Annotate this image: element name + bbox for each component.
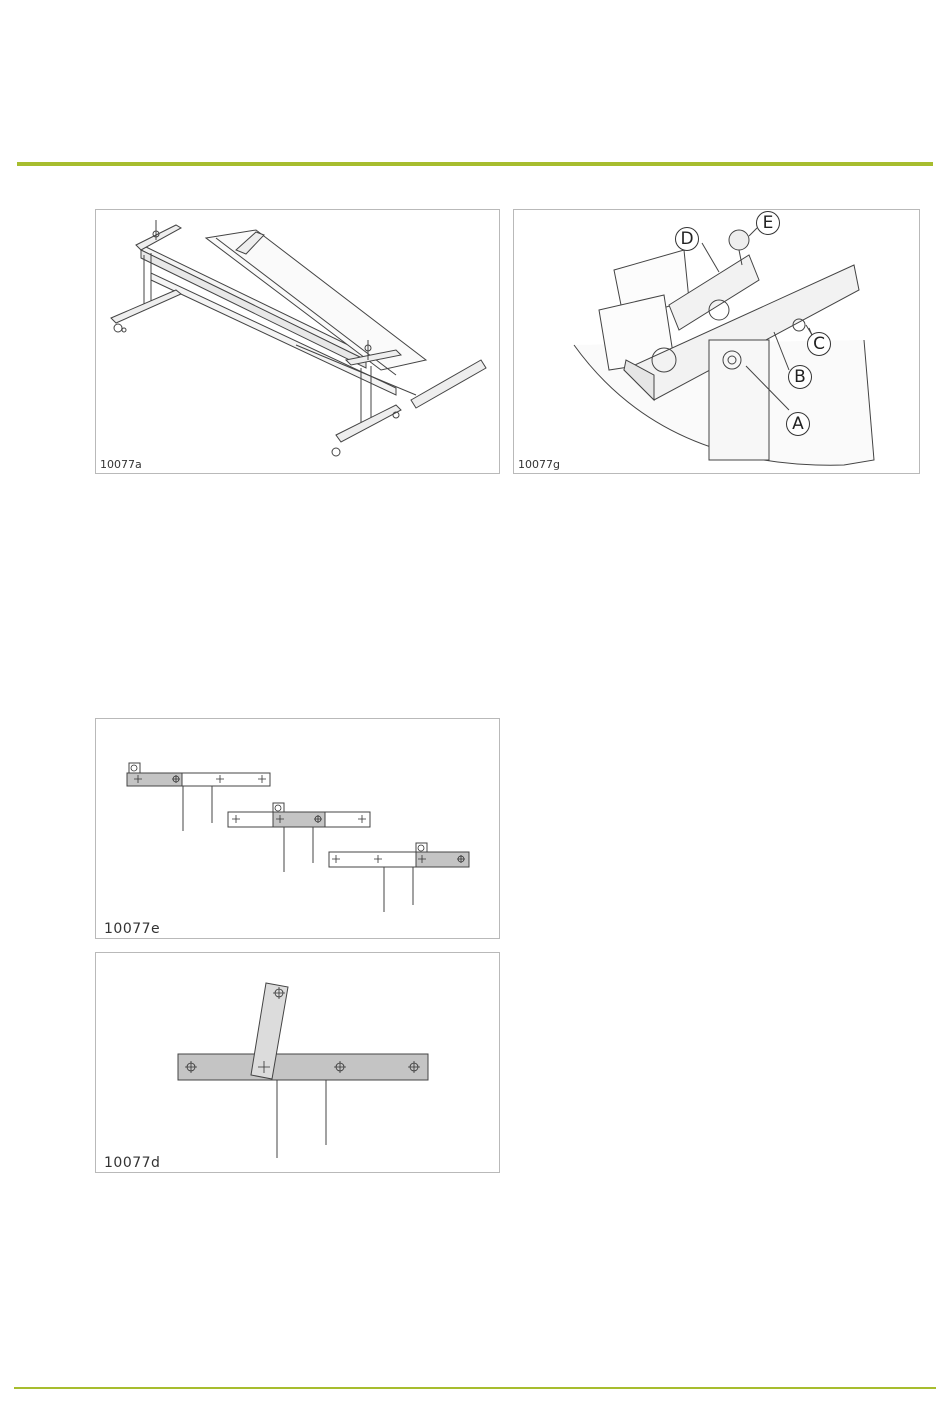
figure-10077a <box>95 209 500 474</box>
bar-positions-drawing <box>96 719 500 939</box>
figure-code: 10077e <box>104 921 161 937</box>
figure-code: 10077a <box>100 458 142 471</box>
callout-b: B <box>788 365 812 389</box>
figure-10077d <box>95 952 500 1173</box>
callout-a: A <box>786 412 810 436</box>
callout-e: E <box>756 211 780 235</box>
figure-10077g <box>513 209 920 474</box>
callout-c: C <box>807 332 831 356</box>
figure-10077e <box>95 718 500 939</box>
clamp-detail-drawing <box>514 210 920 474</box>
callout-d: D <box>675 227 699 251</box>
footer-rule <box>14 1387 936 1389</box>
header-rule <box>17 162 933 166</box>
figure-code: 10077g <box>518 458 560 471</box>
figure-code: 10077d <box>104 1155 161 1171</box>
frame-assembly-drawing <box>96 210 500 474</box>
rotated-bar-drawing <box>96 953 500 1173</box>
